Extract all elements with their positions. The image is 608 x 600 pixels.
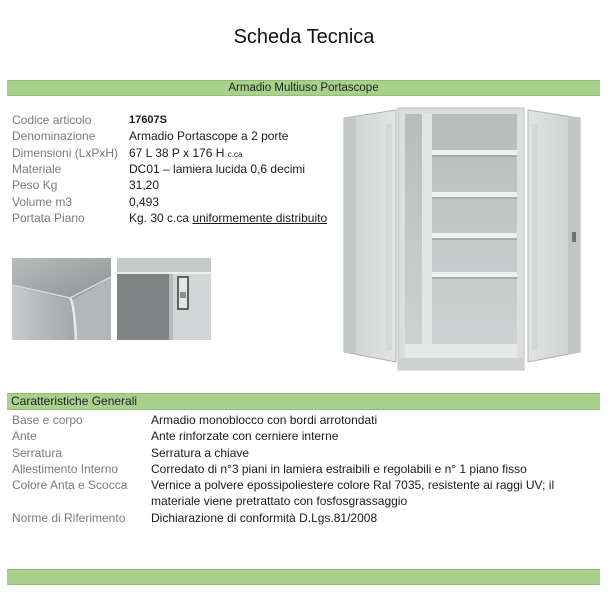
row-value: Dichiarazione di conformità D.Lgs.81/2008 bbox=[151, 510, 378, 525]
spec-row-code bbox=[12, 112, 327, 128]
spec-value: 67 L 38 P x 176 H bbox=[129, 145, 225, 160]
row-label: Colore Anta e Scocca bbox=[12, 478, 128, 493]
row-label: Norme di Riferimento bbox=[12, 510, 126, 525]
spec-row-weight bbox=[12, 177, 327, 193]
spec-row-dimensions bbox=[12, 145, 327, 161]
spec-label: Denominazione bbox=[12, 129, 96, 144]
spec-value: Kg. 30 c.ca bbox=[129, 210, 190, 225]
row-value: Armadio monoblocco con bordi arrotondati bbox=[151, 413, 378, 427]
spec-value: DC01 – lamiera lucida 0,6 decimi bbox=[129, 162, 306, 177]
spec-label: Volume m3 bbox=[12, 194, 73, 209]
spec-row-volume bbox=[12, 193, 327, 209]
row-value: Corredato di n°3 piani in lamiera estraibili e regolabili e n° 1 piano fisso bbox=[151, 461, 527, 476]
row-label: Serratura bbox=[12, 445, 63, 460]
table-row bbox=[12, 428, 591, 444]
spec-label: Dimensioni (LxPxH) bbox=[12, 145, 119, 160]
table-row bbox=[12, 477, 591, 510]
spec-label: Portata Piano bbox=[12, 210, 85, 225]
spec-row-material bbox=[12, 161, 327, 177]
characteristics-table bbox=[12, 412, 591, 526]
spec-value: 0,493 bbox=[129, 194, 160, 209]
section-title: Caratteristiche Generali bbox=[11, 394, 138, 408]
spec-value: 17607S bbox=[129, 114, 167, 127]
spec-row-load bbox=[12, 210, 327, 226]
product-name: Armadio Multiuso Portascope bbox=[228, 82, 379, 94]
spec-label: Materiale bbox=[12, 162, 62, 177]
row-value: Vernice a polvere epossipoliestere colore Ral 7035, resistente ai raggi UV; il materiale viene pretrattato con fosfosgrassaggio bbox=[151, 478, 555, 509]
spec-value-wrap bbox=[129, 211, 327, 225]
section-band bbox=[7, 393, 600, 410]
table-row bbox=[12, 510, 591, 526]
footer-band bbox=[7, 569, 600, 585]
spec-row-name bbox=[12, 128, 327, 144]
row-value: Ante rinforzate con cerniere interne bbox=[151, 429, 339, 444]
spec-label: Peso Kg bbox=[12, 178, 58, 193]
spec-value-wrap bbox=[129, 146, 242, 160]
table-row bbox=[12, 412, 591, 428]
row-label: Base e corpo bbox=[12, 413, 83, 427]
spec-value: 31,20 bbox=[129, 178, 160, 193]
spec-value-underlined: uniformemente distribuito bbox=[192, 210, 328, 225]
spec-label: Codice articolo bbox=[12, 113, 92, 128]
table-row bbox=[12, 461, 591, 477]
spec-list bbox=[12, 112, 327, 226]
table-row bbox=[12, 445, 591, 461]
row-value: Serratura a chiave bbox=[151, 445, 250, 460]
product-name-band bbox=[7, 80, 600, 96]
spec-value: Armadio Portascope a 2 porte bbox=[129, 129, 289, 144]
spec-value-suffix: c.ca bbox=[227, 149, 243, 159]
page-title: Scheda Tecnica bbox=[233, 26, 375, 48]
row-label: Allestimento Interno bbox=[12, 461, 119, 476]
cabinet-photo bbox=[338, 104, 586, 372]
corner-detail-photo bbox=[12, 258, 111, 340]
row-label: Ante bbox=[12, 429, 37, 444]
hinge-detail-photo bbox=[117, 258, 211, 340]
